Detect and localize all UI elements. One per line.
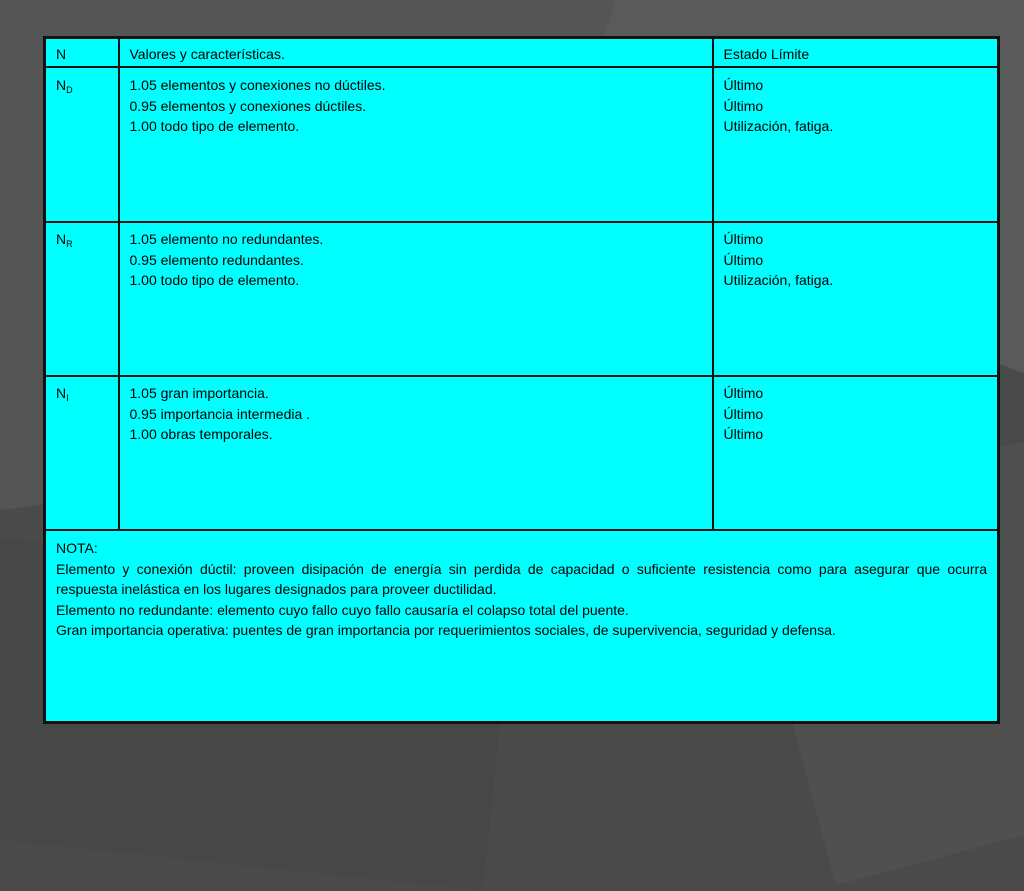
symbol-subscript: I — [66, 393, 69, 403]
symbol: N — [56, 77, 67, 93]
state-line: Utilización, fatiga. — [723, 272, 834, 288]
value-line: 0.95 elementos y conexiones dúctiles. — [129, 97, 367, 114]
factors-table — [43, 36, 1000, 724]
note-title: NOTA: — [56, 540, 98, 556]
limit-state-cell — [713, 67, 999, 222]
note-cell — [45, 530, 999, 723]
header-cell-limit-state: Estado Límite — [713, 38, 999, 68]
note-paragraph: Elemento no redundante: elemento cuyo fallo cuyo fallo causaría el colapso total del puente. — [56, 601, 629, 618]
symbol-cell — [45, 376, 119, 530]
table-header-row — [45, 38, 999, 68]
state-line: Último — [723, 97, 764, 114]
state-line: Último — [723, 77, 764, 93]
values-cell — [119, 67, 713, 222]
table-row — [45, 67, 999, 222]
note-row — [45, 530, 999, 723]
symbol-cell — [45, 67, 119, 222]
state-line: Utilización, fatiga. — [723, 118, 834, 134]
limit-state-cell — [713, 376, 999, 530]
value-line: 1.05 elementos y conexiones no dúctiles. — [129, 77, 386, 93]
state-line: Último — [723, 426, 764, 442]
limit-state-cell — [713, 222, 999, 376]
value-line: 1.05 elemento no redundantes. — [129, 231, 324, 247]
state-line: Último — [723, 231, 764, 247]
symbol-cell — [45, 222, 119, 376]
value-line: 0.95 elemento redundantes. — [129, 251, 304, 268]
symbol-subscript: R — [66, 239, 73, 249]
values-cell — [119, 222, 713, 376]
value-line: 1.00 obras temporales. — [129, 426, 273, 442]
value-line: 1.00 todo tipo de elemento. — [129, 272, 300, 288]
header-cell-n: N — [45, 38, 119, 68]
value-line: 1.05 gran importancia. — [129, 385, 269, 401]
note-body — [56, 559, 987, 641]
symbol-subscript: D — [66, 85, 73, 95]
table-row — [45, 376, 999, 530]
values-cell — [119, 376, 713, 530]
state-line: Último — [723, 385, 764, 401]
state-line: Último — [723, 251, 764, 268]
header-cell-values: Valores y características. — [119, 38, 713, 68]
value-line: 0.95 importancia intermedia . — [129, 405, 311, 422]
state-line: Último — [723, 405, 764, 422]
note-paragraph: Elemento y conexión dúctil: proveen disipación de energía sin perdida de capacidad o suficiente resistencia como para asegurar que ocurra respuesta inelástica en los lugares designados para proveer ductilidad. — [56, 560, 987, 597]
table-row — [45, 222, 999, 376]
value-line: 1.00 todo tipo de elemento. — [129, 118, 300, 134]
note-paragraph: Gran importancia operativa: puentes de gran importancia por requerimientos sociales, de supervivencia, seguridad y defensa. — [56, 622, 836, 638]
symbol: N — [56, 385, 67, 401]
symbol: N — [56, 231, 67, 247]
